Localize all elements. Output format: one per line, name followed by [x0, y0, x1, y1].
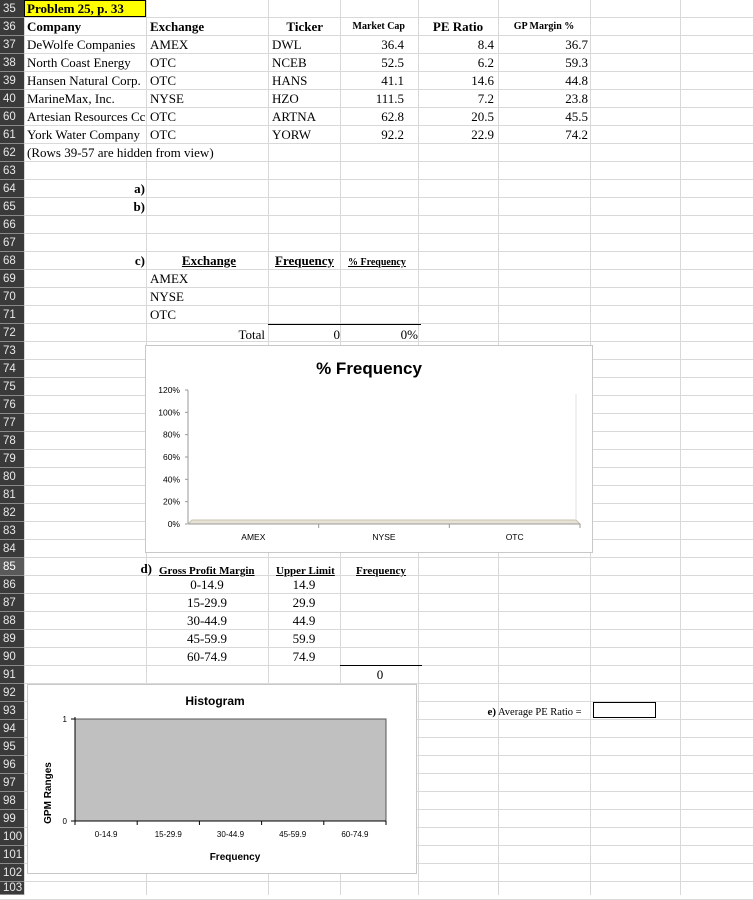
row-header[interactable]: 100	[0, 828, 24, 846]
row-header[interactable]: 101	[0, 846, 24, 864]
x-tick-label: AMEX	[241, 532, 266, 542]
row-header[interactable]: 82	[0, 504, 24, 522]
row-header[interactable]: 37	[0, 36, 24, 54]
y-tick-label: 80%	[162, 429, 180, 440]
gpm-upper-limit[interactable]: 44.9	[292, 613, 316, 628]
row-header[interactable]: 73	[0, 342, 24, 360]
gpm-range[interactable]: 30-44.9	[186, 613, 228, 628]
company-market-cap[interactable]: 111.5	[375, 91, 404, 106]
company-exchange[interactable]: AMEX	[150, 37, 189, 52]
average-pe-input[interactable]	[593, 702, 656, 718]
row-header[interactable]: 66	[0, 216, 24, 234]
pct-frequency-chart-svg	[146, 346, 592, 552]
gpm-range[interactable]: 0-14.9	[190, 577, 224, 592]
row-header[interactable]: 95	[0, 738, 24, 756]
y-tick-label: 100%	[158, 407, 180, 418]
company-market-cap[interactable]: 62.8	[381, 109, 404, 124]
row-header[interactable]: 76	[0, 396, 24, 414]
company-gp-margin[interactable]: 59.3	[565, 55, 588, 70]
pct-frequency-chart[interactable]	[145, 345, 593, 553]
exchange-otc: OTC	[150, 307, 176, 322]
gpm-upper-limit[interactable]: 74.9	[292, 649, 316, 664]
total-frequency[interactable]: 0	[333, 327, 340, 342]
exchange-amex: AMEX	[150, 271, 189, 286]
gpm-upper-limit[interactable]: 29.9	[292, 595, 316, 610]
company-gp-margin[interactable]: 36.7	[565, 37, 588, 52]
average-pe-label: Average PE Ratio =	[498, 707, 582, 718]
histogram-chart[interactable]	[27, 684, 417, 874]
row-header[interactable]: 77	[0, 414, 24, 432]
company-pe-ratio[interactable]: 7.2	[477, 91, 494, 106]
row-header[interactable]: 36	[0, 18, 24, 36]
row-header[interactable]: 67	[0, 234, 24, 252]
problem-title: Problem 25, p. 33	[27, 1, 124, 16]
hidden-rows-note: (Rows 39-57 are hidden from view)	[27, 145, 214, 160]
label-e: e)	[487, 706, 496, 718]
row-header[interactable]: 88	[0, 612, 24, 630]
column-gridline	[24, 0, 25, 895]
company-gp-margin[interactable]: 44.8	[565, 73, 588, 88]
row-header[interactable]: 74	[0, 360, 24, 378]
row-header[interactable]: 83	[0, 522, 24, 540]
company-exchange[interactable]: NYSE	[150, 91, 184, 106]
plot-area	[75, 719, 386, 821]
row-gridline	[0, 647, 753, 648]
row-gridline	[0, 287, 753, 288]
label-c: c)	[134, 253, 145, 268]
row-header[interactable]: 65	[0, 198, 24, 216]
company-pe-ratio[interactable]: 6.2	[477, 55, 494, 70]
gpm-upper-limit[interactable]: 59.9	[292, 631, 316, 646]
company-ticker[interactable]: HZO	[272, 91, 299, 106]
row-header[interactable]: 62	[0, 144, 24, 162]
company-market-cap[interactable]: 41.1	[381, 73, 404, 88]
x-tick-label: 45-59.9	[279, 830, 307, 839]
row-header[interactable]: 75	[0, 378, 24, 396]
y-tick-label: 120%	[158, 385, 180, 395]
gpm-range[interactable]: 15-29.9	[186, 595, 228, 610]
gpm-upper-limit[interactable]: 14.9	[292, 577, 316, 592]
company-name[interactable]: North Coast Energy	[27, 55, 131, 70]
header-exchange: Exchange	[150, 19, 205, 34]
header-company: Company	[27, 19, 82, 34]
header-gross-profit-margin: Gross Profit Margin	[159, 565, 255, 577]
row-header[interactable]: 39	[0, 72, 24, 90]
company-exchange[interactable]: OTC	[150, 55, 176, 70]
row-header[interactable]: 92	[0, 684, 24, 702]
company-name[interactable]: DeWolfe Companies	[27, 37, 136, 52]
histogram-xlabel: Frequency	[209, 852, 261, 863]
row-header[interactable]: 68	[0, 252, 24, 270]
total-rule-c	[268, 324, 421, 325]
row-header[interactable]: 99	[0, 810, 24, 828]
header-upper-limit: Upper Limit	[276, 565, 335, 577]
row-header[interactable]: 81	[0, 486, 24, 504]
company-exchange[interactable]: OTC	[150, 127, 176, 142]
histogram-chart-svg	[28, 685, 416, 873]
row-header[interactable]: 71	[0, 306, 24, 324]
row-header[interactable]: 80	[0, 468, 24, 486]
header-market-cap: Market Cap	[352, 21, 405, 32]
row-header[interactable]: 89	[0, 630, 24, 648]
row-header[interactable]: 78	[0, 432, 24, 450]
header-frequency-d: Frequency	[356, 565, 406, 577]
row-gridline	[0, 305, 753, 306]
row-header[interactable]: 79	[0, 450, 24, 468]
x-tick-label: OTC	[505, 532, 524, 542]
company-pe-ratio[interactable]: 14.6	[471, 73, 494, 88]
x-tick-label: 15-29.9	[154, 830, 182, 839]
y-tick-label: 60%	[162, 452, 180, 462]
company-ticker[interactable]: DWL	[272, 37, 302, 52]
company-exchange[interactable]: OTC	[150, 73, 176, 88]
row-header[interactable]: 60	[0, 108, 24, 126]
y-tick-label: 40%	[162, 474, 180, 485]
row-header[interactable]: 93	[0, 702, 24, 720]
row-header[interactable]: 90	[0, 648, 24, 666]
company-gp-margin[interactable]: 45.5	[565, 109, 588, 124]
label-d: d)	[140, 561, 152, 576]
row-gridline	[0, 629, 753, 630]
row-header[interactable]: 103	[0, 882, 24, 895]
company-pe-ratio[interactable]: 8.4	[477, 37, 494, 52]
header-gp-margin: GP Margin %	[513, 21, 575, 32]
row-gridline	[0, 881, 753, 882]
company-ticker[interactable]: HANS	[272, 73, 308, 88]
total-pct-frequency[interactable]: 0%	[400, 327, 418, 342]
company-gp-margin[interactable]: 23.8	[565, 91, 588, 106]
y-tick-label: 20%	[162, 496, 180, 507]
company-gp-margin[interactable]: 74.2	[565, 127, 588, 142]
row-header[interactable]: 84	[0, 540, 24, 558]
header-frequency-c: Frequency	[275, 253, 334, 268]
header-ticker: Ticker	[286, 19, 323, 34]
company-market-cap[interactable]: 36.4	[381, 37, 404, 52]
x-tick-label: 60-74.9	[341, 830, 369, 839]
row-header[interactable]: 70	[0, 288, 24, 306]
company-market-cap[interactable]: 92.2	[381, 127, 404, 142]
row-header[interactable]: 72	[0, 324, 24, 342]
row-gridline	[0, 593, 753, 594]
y-tick-label: 1	[62, 715, 67, 724]
exchange-nyse: NYSE	[150, 289, 184, 304]
y-tick-label: 0%	[167, 519, 180, 529]
y-tick-label: 0	[62, 817, 67, 826]
gpm-range[interactable]: 45-59.9	[186, 631, 228, 646]
gpm-range[interactable]: 60-74.9	[186, 649, 228, 664]
row-header[interactable]: 69	[0, 270, 24, 288]
chart-title: % Frequency	[316, 359, 422, 378]
company-ticker[interactable]: YORW	[272, 127, 311, 142]
row-header[interactable]: 96	[0, 756, 24, 774]
company-ticker[interactable]: NCEB	[272, 55, 307, 70]
plot-floor	[188, 520, 580, 524]
row-header[interactable]: 98	[0, 792, 24, 810]
label-a: a)	[134, 181, 145, 196]
histogram-title: Histogram	[185, 694, 245, 708]
label-b: b)	[133, 199, 145, 214]
x-tick-label: 0-14.9	[94, 830, 118, 839]
histogram-ylabel: GPM Ranges	[43, 762, 54, 824]
x-tick-label: 30-44.9	[216, 830, 245, 839]
row-header[interactable]: 61	[0, 126, 24, 144]
column-gridline	[680, 0, 681, 895]
header-exchange-c: Exchange	[181, 253, 237, 268]
company-name[interactable]: Artesian Resources Cc	[27, 109, 146, 124]
header-pct-frequency-c: % Frequency	[348, 257, 406, 268]
header-pe-ratio: PE Ratio	[432, 19, 484, 34]
row-gridline	[0, 557, 753, 558]
row-header[interactable]: 97	[0, 774, 24, 792]
company-name[interactable]: York Water Company	[27, 127, 140, 142]
row-gridline	[0, 611, 753, 612]
row-header[interactable]: 38	[0, 54, 24, 72]
company-market-cap[interactable]: 52.5	[381, 55, 404, 70]
row-header[interactable]: 87	[0, 594, 24, 612]
row-header[interactable]: 63	[0, 162, 24, 180]
row-header[interactable]: 86	[0, 576, 24, 594]
row-header[interactable]: 85	[0, 558, 24, 576]
company-name[interactable]: MarineMax, Inc.	[27, 91, 115, 106]
company-ticker[interactable]: ARTNA	[272, 109, 316, 124]
row-header[interactable]: 40	[0, 90, 24, 108]
gpm-total-frequency[interactable]: 0	[376, 667, 384, 682]
company-exchange[interactable]: OTC	[150, 109, 176, 124]
company-pe-ratio[interactable]: 20.5	[471, 109, 494, 124]
row-header[interactable]: 94	[0, 720, 24, 738]
company-pe-ratio[interactable]: 22.9	[471, 127, 494, 142]
x-tick-label: NYSE	[372, 532, 396, 542]
row-header[interactable]: 102	[0, 864, 24, 882]
company-name[interactable]: Hansen Natural Corp.	[27, 73, 141, 88]
row-header[interactable]: 35	[0, 0, 24, 18]
row-header[interactable]: 64	[0, 180, 24, 198]
total-label: Total	[238, 327, 265, 342]
row-header[interactable]: 91	[0, 666, 24, 684]
row-gridline	[0, 233, 753, 234]
